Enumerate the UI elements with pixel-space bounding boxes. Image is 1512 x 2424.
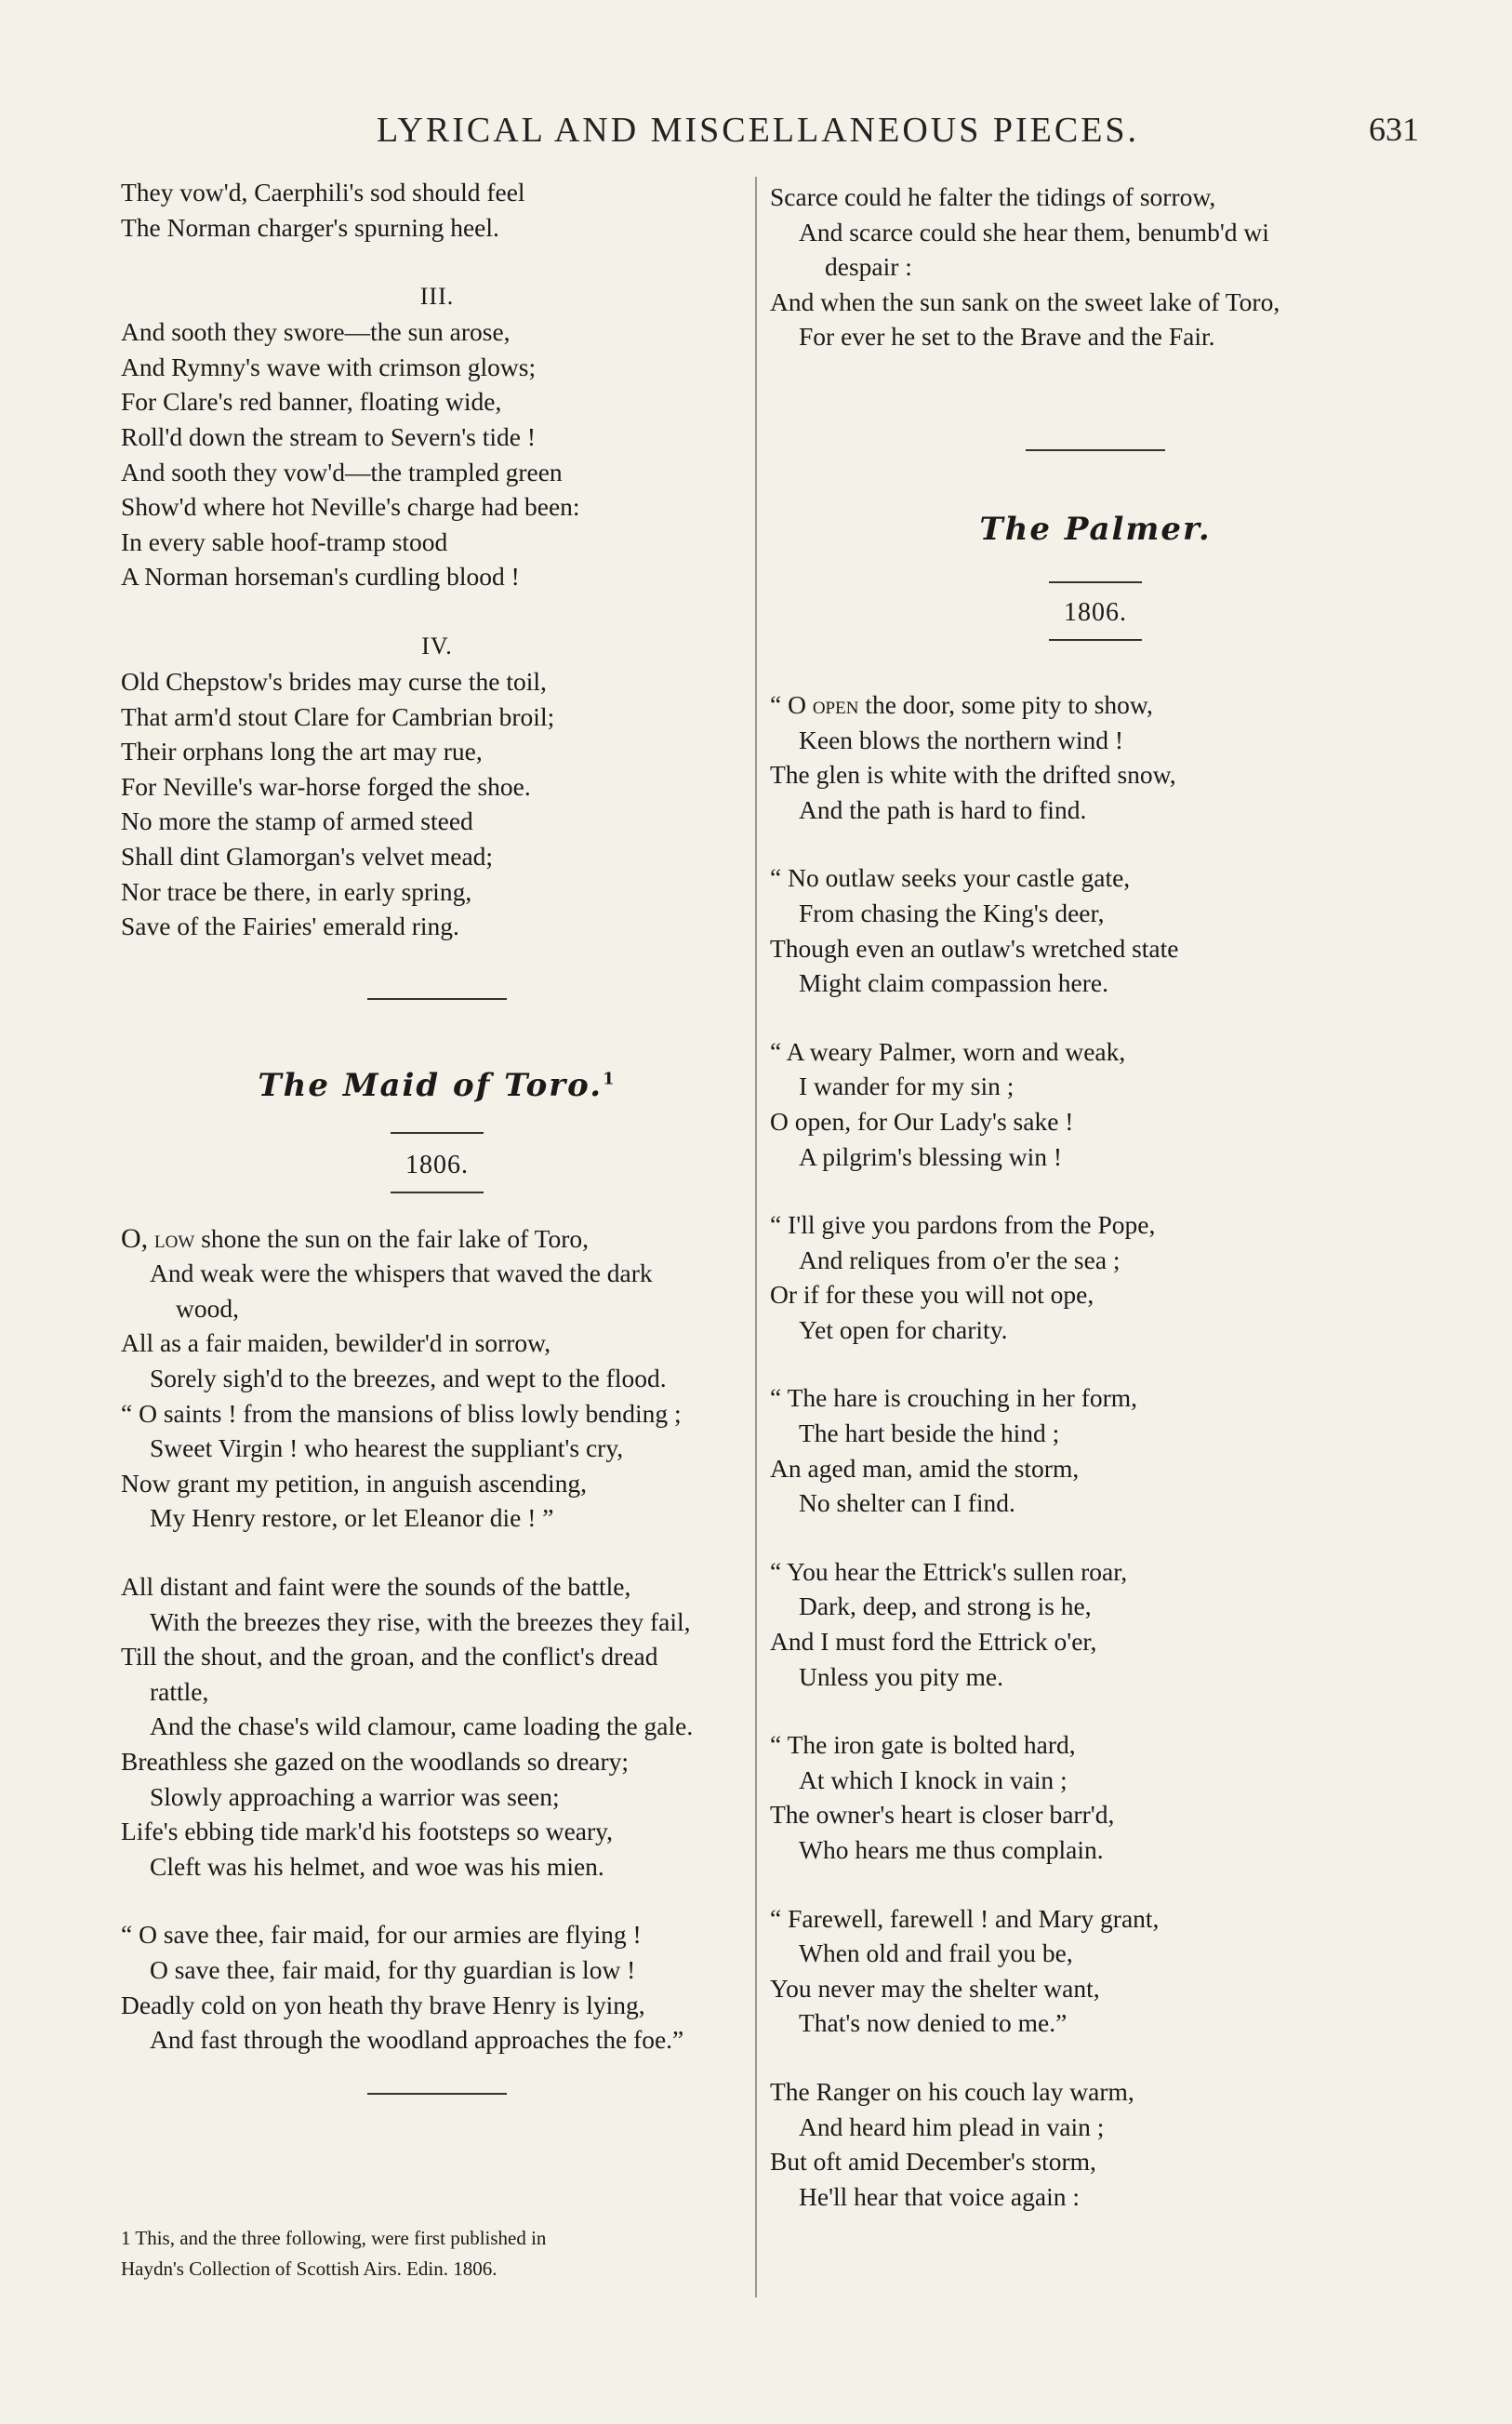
verse-line: And I must ford the Ettrick o'er, xyxy=(770,1627,1097,1657)
verse-line: Show'd where hot Neville's charge had been: xyxy=(121,492,580,522)
verse-line: O save thee, fair maid, for thy guardian is low ! xyxy=(150,1954,636,1984)
stanza xyxy=(770,2074,1421,2214)
verse-line: Sorely sigh'd to the breezes, and wept to the flood. xyxy=(150,1364,667,1393)
poem-title-maid-of-toro: The Maid of Toro.$^1$ xyxy=(258,1066,617,1104)
verse-line: Deadly cold on yon heath thy brave Henry is lying, xyxy=(121,1990,645,2019)
verse-line: In every sable hoof-tramp stood xyxy=(121,526,448,556)
verse-line: An aged man, amid the storm, xyxy=(770,1453,1080,1483)
verse-line: Nor trace be there, in early spring, xyxy=(121,876,472,906)
verse-line: Their orphans long the art may rue, xyxy=(121,737,483,766)
verse-line-first: O, low shone the sun on the fair lake of Toro, xyxy=(121,1222,590,1254)
poem-year: 1806. xyxy=(1064,597,1127,627)
verse-line: At which I knock in vain ; xyxy=(799,1765,1068,1794)
verse-line: No more the stamp of armed steed xyxy=(121,806,473,836)
verse-line: And when the sun sank on the sweet lake of Toro, xyxy=(770,286,1280,316)
verse-line: All as a fair maiden, bewilder'd in sorrow, xyxy=(121,1328,551,1358)
verse-line: Slowly approaching a warrior was seen; xyxy=(150,1781,560,1811)
verse-line: From chasing the King's deer, xyxy=(799,898,1105,927)
verse-line: No shelter can I find. xyxy=(799,1488,1015,1518)
verse-line: That arm'd stout Clare for Cambrian broil; xyxy=(121,701,555,731)
verse-line: Now grant my petition, in anguish ascending, xyxy=(121,1468,588,1498)
verse-line: And scarce could she hear them, benumb'd wi xyxy=(799,217,1269,246)
page-number: 631 xyxy=(1369,111,1419,148)
verse-line: For Neville's war-horse forged the shoe. xyxy=(121,771,531,801)
verse-line: Scarce could he falter the tidings of sorrow, xyxy=(770,182,1216,211)
verse-line: Shall dint Glamorgan's velvet mead; xyxy=(121,841,494,871)
stanza xyxy=(770,723,1421,828)
stanza-number: III. xyxy=(419,283,455,311)
verse-line: Keen blows the northern wind ! xyxy=(799,725,1124,754)
verse-line: He'll hear that voice again : xyxy=(799,2181,1080,2211)
verse-line: “ Farewell, farewell ! and Mary grant, xyxy=(770,1903,1160,1933)
verse-line: And Rymny's wave with crimson glows; xyxy=(121,352,537,381)
verse-line: A pilgrim's blessing win ! xyxy=(799,1141,1063,1171)
verse-line: For ever he set to the Brave and the Fair. xyxy=(799,322,1215,352)
verse-line: Roll'd down the stream to Severn's tide ! xyxy=(121,421,537,451)
verse-line: O open, for Our Lady's sake ! xyxy=(770,1106,1074,1136)
verse-line: “ The hare is crouching in her form, xyxy=(770,1383,1138,1413)
verse-line: All distant and faint were the sounds of the battle, xyxy=(121,1572,631,1602)
verse-line: “ O save thee, fair maid, for our armies are flying ! xyxy=(121,1920,642,1950)
footnote-rule xyxy=(367,2093,507,2095)
verse-line: My Henry restore, or let Eleanor die ! ” xyxy=(150,1503,554,1533)
verse-line: rattle, xyxy=(150,1676,209,1706)
verse-line: And the chase's wild clamour, came loading the gale. xyxy=(150,1711,694,1741)
poem-title-the-palmer: The Palmer. xyxy=(979,510,1212,548)
stanza xyxy=(770,860,1421,1000)
verse-line: With the breezes they rise, with the breezes they fail, xyxy=(150,1606,691,1636)
stanza xyxy=(770,1727,1421,1867)
verse-line: Who hears me thus complain. xyxy=(799,1835,1104,1864)
verse-line: The owner's heart is closer barr'd, xyxy=(770,1800,1115,1830)
verse-line: Or if for these you will not ope, xyxy=(770,1280,1094,1310)
verse-line: despair : xyxy=(825,252,912,282)
verse-line: Till the shout, and the groan, and the conflict's dread xyxy=(121,1642,658,1671)
verse-line: “ You hear the Ettrick's sullen roar, xyxy=(770,1556,1128,1586)
verse-line: When old and frail you be, xyxy=(799,1938,1073,1968)
verse-line: And weak were the whispers that waved the dark xyxy=(150,1259,653,1288)
verse-line: The Ranger on his couch lay warm, xyxy=(770,2076,1134,2106)
verse-line: “ I'll give you pardons from the Pope, xyxy=(770,1210,1156,1240)
verse-line: I wander for my sin ; xyxy=(799,1072,1015,1101)
verse-line: “ A weary Palmer, worn and weak, xyxy=(770,1036,1126,1066)
right-column xyxy=(770,180,1421,2214)
verse-line: “ O saints ! from the mansions of bliss lowly bending ; xyxy=(121,1398,682,1428)
verse-line: And fast through the woodland approaches the foe.” xyxy=(150,2025,684,2055)
verse-line: That's now denied to me.” xyxy=(799,2008,1068,2038)
verse-line: Though even an outlaw's wretched state xyxy=(770,933,1179,963)
stanza-number: IV. xyxy=(421,632,453,659)
verse-line: The hart beside the hind ; xyxy=(799,1418,1060,1448)
verse-line: You never may the shelter want, xyxy=(770,1973,1100,2003)
verse-line: They vow'd, Caerphili's sod should feel xyxy=(121,178,525,206)
verse-line: Save of the Fairies' emerald ring. xyxy=(121,912,459,941)
verse-line: Unless you pity me. xyxy=(799,1661,1003,1691)
verse-line: The Norman charger's spurning heel. xyxy=(121,212,499,242)
verse-line: And sooth they swore—the sun arose, xyxy=(121,317,511,347)
verse-line: Sweet Virgin ! who hearest the suppliant's cry, xyxy=(150,1433,624,1463)
verse-line: Old Chepstow's brides may curse the toil, xyxy=(121,666,547,696)
verse-line: For Clare's red banner, floating wide, xyxy=(121,387,502,417)
verse-line: The glen is white with the drifted snow, xyxy=(770,760,1176,790)
verse-line: And reliques from o'er the sea ; xyxy=(799,1245,1121,1274)
verse-line: Cleft was his helmet, and woe was his mien. xyxy=(150,1851,604,1881)
stanza xyxy=(770,1034,1421,1174)
footnote-line: Haydn's Collection of Scottish Airs. Edin. 1806. xyxy=(121,2258,497,2280)
poem-year: 1806. xyxy=(405,1150,469,1179)
verse-line: And the path is hard to find. xyxy=(799,794,1087,824)
verse-line: And heard him plead in vain ; xyxy=(799,2111,1105,2141)
stanza xyxy=(770,1380,1421,1520)
verse-line: “ No outlaw seeks your castle gate, xyxy=(770,863,1131,893)
stanza xyxy=(770,1207,1421,1347)
stanza xyxy=(770,1554,1421,1694)
verse-line: Dark, deep, and strong is he, xyxy=(799,1592,1092,1621)
verse-line-first: “ O open the door, some pity to show, xyxy=(770,689,1153,719)
left-column xyxy=(121,175,753,2095)
footnote-line: 1 This, and the three following, were first published in xyxy=(121,2227,547,2249)
verse-line: A Norman horseman's curdling blood ! xyxy=(121,562,520,592)
column-divider xyxy=(755,177,757,2297)
verse-line: Life's ebbing tide mark'd his footsteps so weary, xyxy=(121,1817,613,1846)
verse-line: Might claim compassion here. xyxy=(799,968,1108,998)
verse-line: “ The iron gate is bolted hard, xyxy=(770,1730,1076,1760)
verse-line: But oft amid December's storm, xyxy=(770,2147,1096,2177)
running-title: LYRICAL AND MISCELLANEOUS PIECES. xyxy=(377,111,1140,150)
verse-line: Breathless she gazed on the woodlands so dreary; xyxy=(121,1747,630,1776)
page-header xyxy=(0,110,1512,156)
stanza xyxy=(770,1901,1421,2041)
verse-line: Yet open for charity. xyxy=(799,1314,1008,1344)
footnote xyxy=(121,2223,753,2284)
verse-line: wood, xyxy=(176,1293,239,1323)
footnote-marker: 1 xyxy=(603,1069,617,1089)
verse-line: And sooth they vow'd—the trampled green xyxy=(121,457,563,486)
